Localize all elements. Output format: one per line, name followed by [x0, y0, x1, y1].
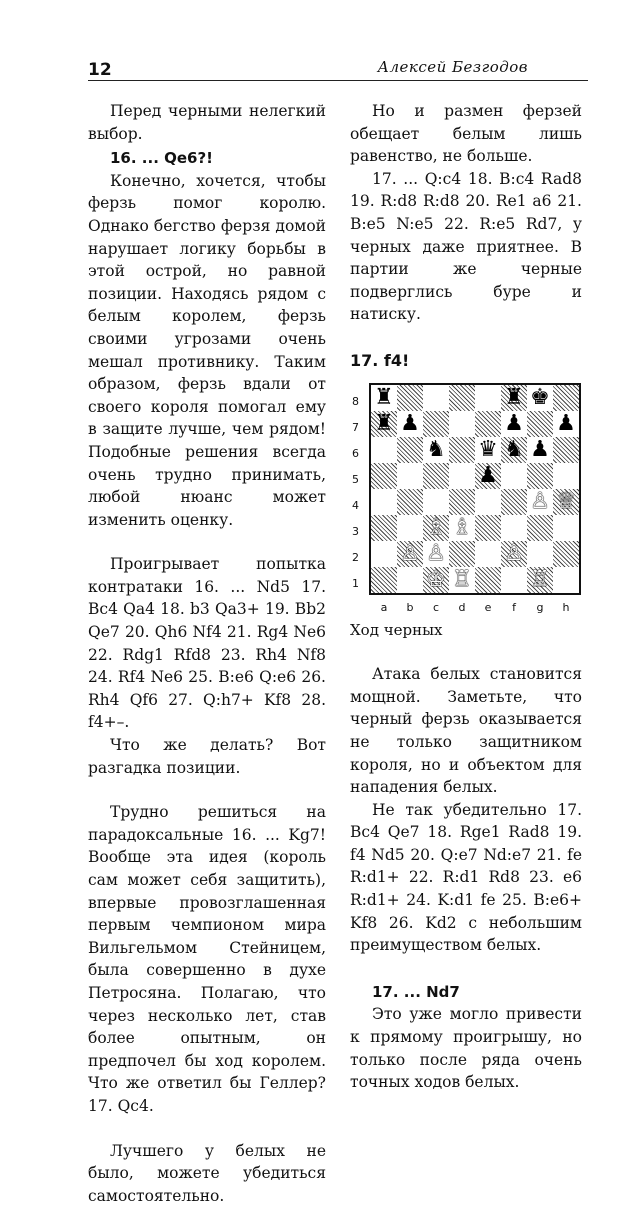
board-square-e7 [475, 411, 501, 437]
file-label: e [484, 600, 492, 614]
chess-piece-h7: ♟ [556, 410, 576, 436]
board-square-b1 [397, 567, 423, 593]
board-square-d2 [449, 541, 475, 567]
paragraph: Проигрывает попытка контратаки 16. ... Nd5 17. Bc4 Qa4 18. b3 Qa3+ 19. Bb2 Qe7 20. Qh6 Nf4 21. Rg4 Ne6 22. Rdg1 Rfd8 23. Rh4 Nf8 24. Rf4 Ne6 25. B:e6 Q:e6 26. Rh4 Qf6 27. Q:h7+ Kf8 28. f4+–. [88, 555, 326, 732]
chess-piece-g4: ♙ [530, 488, 550, 514]
board-square-d5 [449, 463, 475, 489]
chess-piece-c6: ♞ [426, 436, 446, 462]
board-square-a1 [371, 567, 397, 593]
paragraph: Атака белых становится мощной. Заметьте, что черный ферзь оказывается не только защитником короля, но и объектом для нападения белых. [350, 665, 582, 797]
board-square-b5 [397, 463, 423, 489]
board-square-g3 [527, 515, 553, 541]
file-label: g [536, 600, 544, 614]
chess-piece-f2: ♙ [504, 540, 524, 566]
board-square-f3 [501, 515, 527, 541]
paragraph: Конечно, хочется, чтобы ферзь помог королю. Однако бегство ферзя домой нарушает логику борьбы в этой острой, но равной позиции. Находясь рядом с белым королем, ферзь своими угрозами очень мешал противнику. Таким образом, ферзь вдали от своего короля помогал ему в защите лучше, чем рядом! Подобные решения всегда очень трудно принимать, любой нюанс может изменить оценку. [88, 171, 326, 529]
paragraph: Трудно решиться на парадоксальные 16. ... Kg7! Вообще эта идея (король сам может себя защитить), впервые провозглашенная первым чемпионом мира Вильгельмом Стейницем, была совершенно в духе Петросяна. Полагаю, что через несколько лет, став более опытным, он предпочел бы ход королем. Что же ответил бы Геллер? 17. Qc4. [88, 803, 326, 1115]
board-square-e8 [475, 385, 501, 411]
file-label: b [406, 600, 414, 614]
paragraph: Что же делать? Вот разгадка позиции. [88, 736, 326, 777]
board-square-a2 [371, 541, 397, 567]
rank-label: 3 [352, 524, 359, 538]
file-label: f [512, 600, 516, 614]
board-square-h2 [553, 541, 579, 567]
move-heading: 17. f4! [350, 350, 410, 370]
board-square-f1 [501, 567, 527, 593]
board-square-c5 [423, 463, 449, 489]
board-square-h8 [553, 385, 579, 411]
board-square-d4 [449, 489, 475, 515]
page-number: 12 [88, 60, 112, 80]
left-column [88, 100, 326, 1207]
board-square-h5 [553, 463, 579, 489]
chess-piece-g8: ♚ [530, 384, 550, 410]
chess-diagram [350, 383, 582, 619]
board-square-b3 [397, 515, 423, 541]
chess-piece-d3: ♗ [452, 514, 472, 540]
board-square-f4 [501, 489, 527, 515]
board-square-d6 [449, 437, 475, 463]
paragraph: Перед черными нелегкий выбор. [88, 102, 326, 143]
chess-piece-c3: ♗ [426, 514, 446, 540]
board-square-c4 [423, 489, 449, 515]
move-heading: 17. ... Nd7 [372, 982, 460, 1001]
rank-label: 7 [352, 420, 359, 434]
board-square-e2 [475, 541, 501, 567]
page-header [88, 58, 588, 81]
board-square-h1 [553, 567, 579, 593]
file-label: h [562, 600, 570, 614]
board-square-d8 [449, 385, 475, 411]
board-square-c8 [423, 385, 449, 411]
running-head: Алексей Безгодов [377, 58, 528, 76]
paragraph: 17. ... Q:c4 18. B:c4 Rad8 19. R:d8 R:d8 20. Re1 a6 21. B:e5 N:e5 22. R:e5 Rd7, у черных даже приятнее. В партии же черные подверглись буре и натиску. [350, 169, 582, 324]
rank-label: 8 [352, 394, 359, 408]
chess-piece-d1: ♖ [452, 566, 472, 592]
paragraph: Не так убедительно 17. Bc4 Qe7 18. Rge1 Rad8 19. f4 Nd5 20. Q:e7 Nd:e7 21. fe R:d1+ 22. R:d1 Rd8 23. e6 R:d1+ 24. K:d1 fe 25. B:e6+ Kf8 26. Kd2 с небольшим преимуществом белых. [350, 800, 582, 955]
board-square-g7 [527, 411, 553, 437]
board-square-d7 [449, 411, 475, 437]
board-square-b8 [397, 385, 423, 411]
file-label: a [380, 600, 388, 614]
board-square-a4 [371, 489, 397, 515]
board-square-b6 [397, 437, 423, 463]
paragraph: Но и размен ферзей обещает белым лишь равенство, не больше. [350, 102, 582, 166]
chess-piece-b7: ♟ [400, 410, 420, 436]
chess-piece-e5: ♟ [478, 462, 498, 488]
board-square-h3 [553, 515, 579, 541]
right-column [350, 100, 582, 1094]
board-square-c7 [423, 411, 449, 437]
rank-label: 4 [352, 498, 359, 512]
rank-label: 1 [352, 576, 359, 590]
board-square-a5 [371, 463, 397, 489]
paragraph: Лучшего у белых не было, можете убедиться самостоятельно. [88, 1141, 326, 1205]
file-label: c [432, 600, 440, 614]
board-square-b4 [397, 489, 423, 515]
board-square-h6 [553, 437, 579, 463]
file-label: d [458, 600, 466, 614]
board-square-e4 [475, 489, 501, 515]
rank-label: 2 [352, 550, 359, 564]
board-square-e1 [475, 567, 501, 593]
rank-label: 6 [352, 446, 359, 460]
chess-piece-f8: ♜ [504, 384, 524, 410]
chess-piece-h4: ♕ [556, 488, 576, 514]
chess-piece-a8: ♜ [374, 384, 394, 410]
board-square-a6 [371, 437, 397, 463]
board-caption: Ход черных [350, 620, 443, 639]
paragraph: Это уже могло привести к прямому проигрышу, но только после ряда очень точных ходов белых. [350, 1005, 582, 1092]
chess-piece-f6: ♞ [504, 436, 524, 462]
chess-piece-a7: ♜ [374, 410, 394, 436]
chess-board [369, 383, 581, 595]
board-square-e3 [475, 515, 501, 541]
chess-piece-c2: ♙ [426, 540, 446, 566]
chess-piece-g1: ♖ [530, 566, 550, 592]
rank-label: 5 [352, 472, 359, 486]
board-square-g5 [527, 463, 553, 489]
chess-piece-b2: ♙ [400, 540, 420, 566]
move-heading: 16. ... Qe6?! [110, 149, 214, 168]
board-square-f5 [501, 463, 527, 489]
board-square-a3 [371, 515, 397, 541]
chess-piece-g6: ♟ [530, 436, 550, 462]
chess-piece-e6: ♛ [478, 436, 498, 462]
chess-piece-f7: ♟ [504, 410, 524, 436]
board-square-g2 [527, 541, 553, 567]
chess-piece-c1: ♔ [426, 566, 446, 592]
